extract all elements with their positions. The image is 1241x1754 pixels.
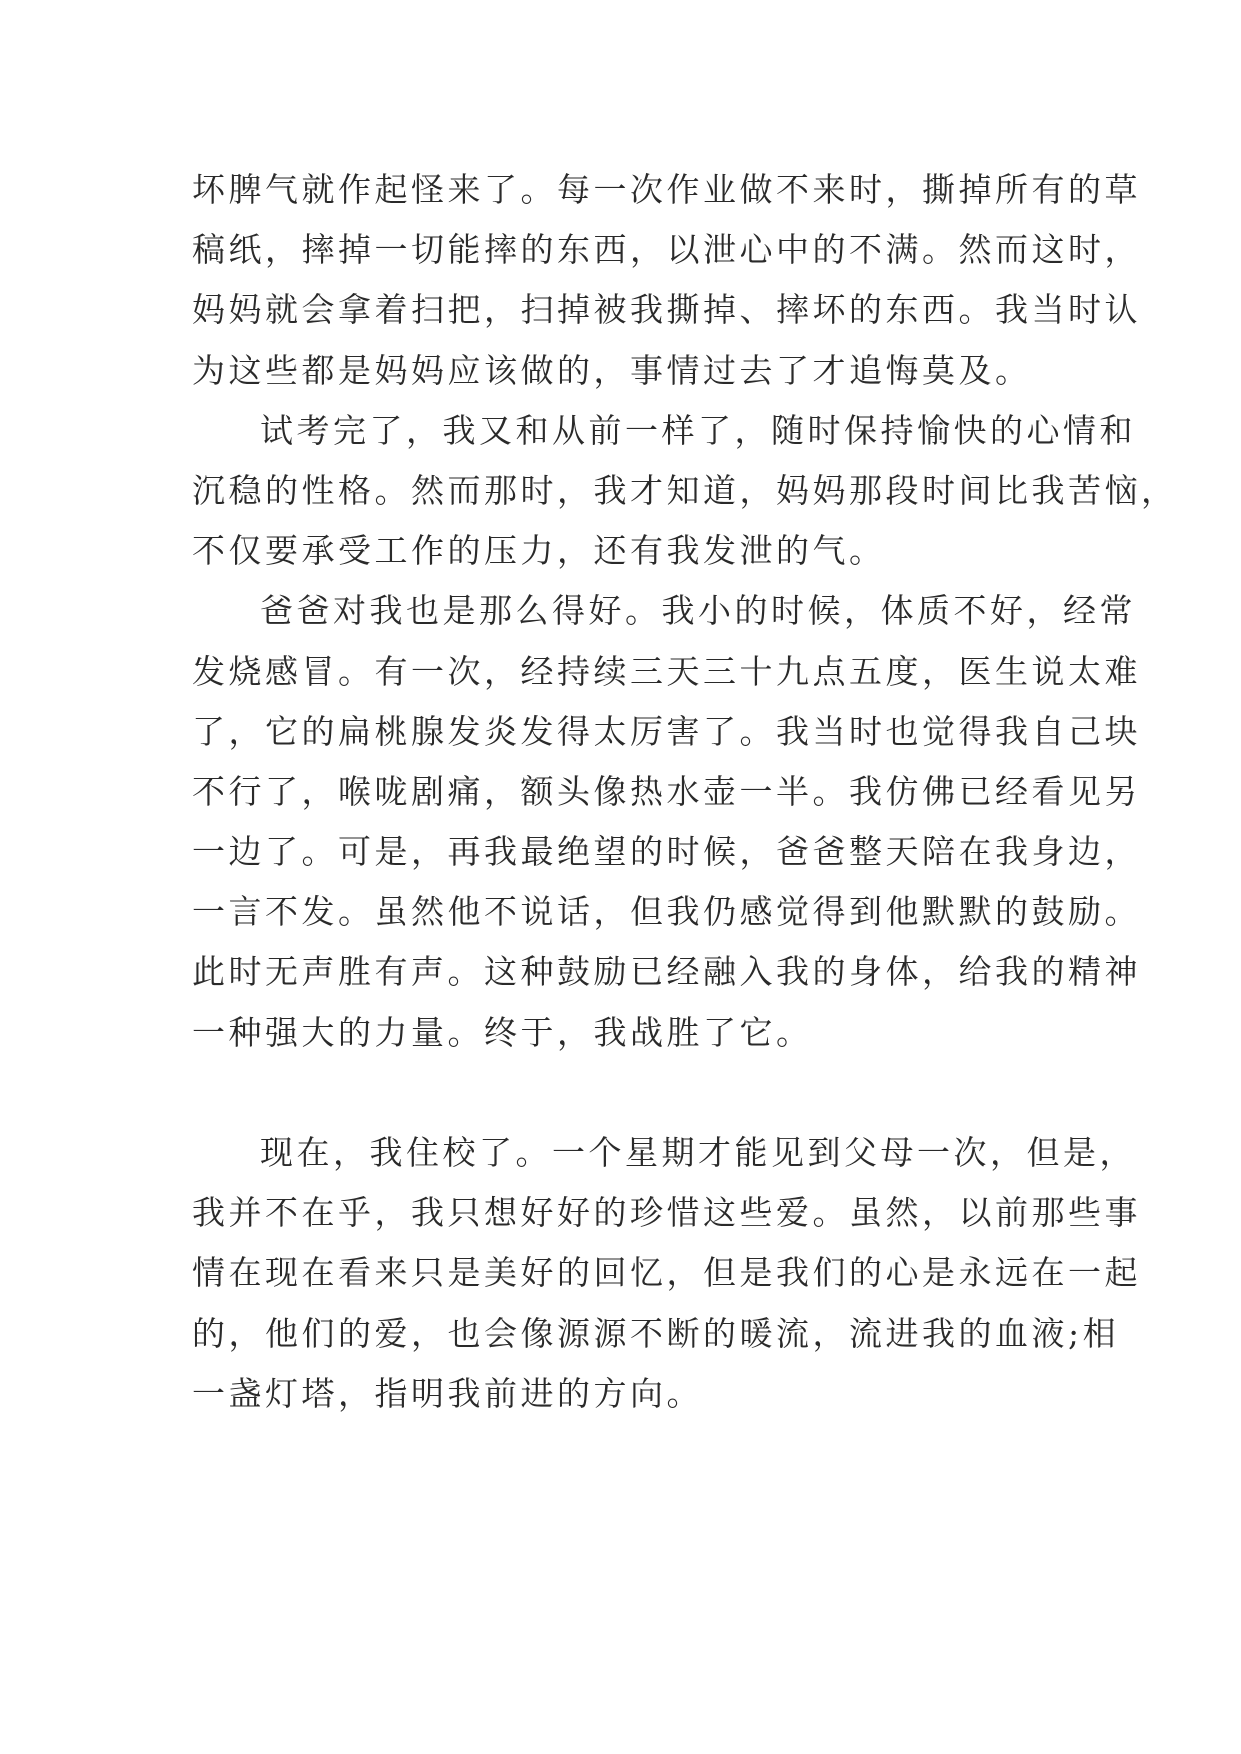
- text-line: 稿纸，摔掉一切能摔的东西，以泄心中的不满。然而这时，: [192, 230, 1141, 270]
- text-line: 不仅要承受工作的压力，还有我发泄的气。: [192, 531, 886, 571]
- text-line: 一边了。可是，再我最绝望的时候，爸爸整天陪在我身边，: [192, 832, 1141, 872]
- text-line: 妈妈就会拿着扫把，扫掉被我撕掉、摔坏的东西。我当时认: [192, 290, 1141, 330]
- text-line: 此时无声胜有声。这种鼓励已经融入我的身体，给我的精神: [192, 952, 1141, 992]
- text-line: 一言不发。虽然他不说话，但我仍感觉得到他默默的鼓励。: [192, 892, 1141, 932]
- text-line-indented: 爸爸对我也是那么得好。我小的时候，体质不好，经常: [260, 591, 1136, 631]
- text-line: 为这些都是妈妈应该做的，事情过去了才追悔莫及。: [192, 350, 1032, 390]
- text-line: 情在现在看来只是美好的回忆，但是我们的心是永远在一起: [192, 1253, 1141, 1293]
- text-line: 坏脾气就作起怪来了。每一次作业做不来时，撕掉所有的草: [192, 170, 1141, 209]
- text-line: [192, 1063, 1072, 1123]
- text-line-indented: 现在，我住校了。一个星期才能见到父母一次，但是，: [260, 1133, 1136, 1172]
- text-line: 发烧感冒。有一次，经持续三天三十九点五度，医生说太难: [192, 651, 1141, 691]
- text-line: 不行了，喉咙剧痛，额头像热水壶一半。我仿佛已经看见另: [192, 771, 1141, 811]
- body-text: [192, 160, 1178, 1424]
- text-line: 一种强大的力量。终于，我战胜了它。: [192, 1012, 813, 1052]
- text-line: 我并不在乎，我只想好好的珍惜这些爱。虽然，以前那些事: [192, 1193, 1141, 1233]
- text-line: 的，他们的爱，也会像源源不断的暖流，流进我的血液;相: [192, 1313, 1120, 1353]
- text-line-indented: 试考完了，我又和从前一样了，随时保持愉快的心情和: [260, 410, 1136, 450]
- text-line: 沉稳的性格。然而那时，我才知道，妈妈那段时间比我苦恼，: [192, 470, 1178, 510]
- text-line: 一盏灯塔，指明我前进的方向。: [192, 1373, 703, 1413]
- text-line: 了，它的扁桃腺发炎发得太厉害了。我当时也觉得我自己块: [192, 711, 1141, 751]
